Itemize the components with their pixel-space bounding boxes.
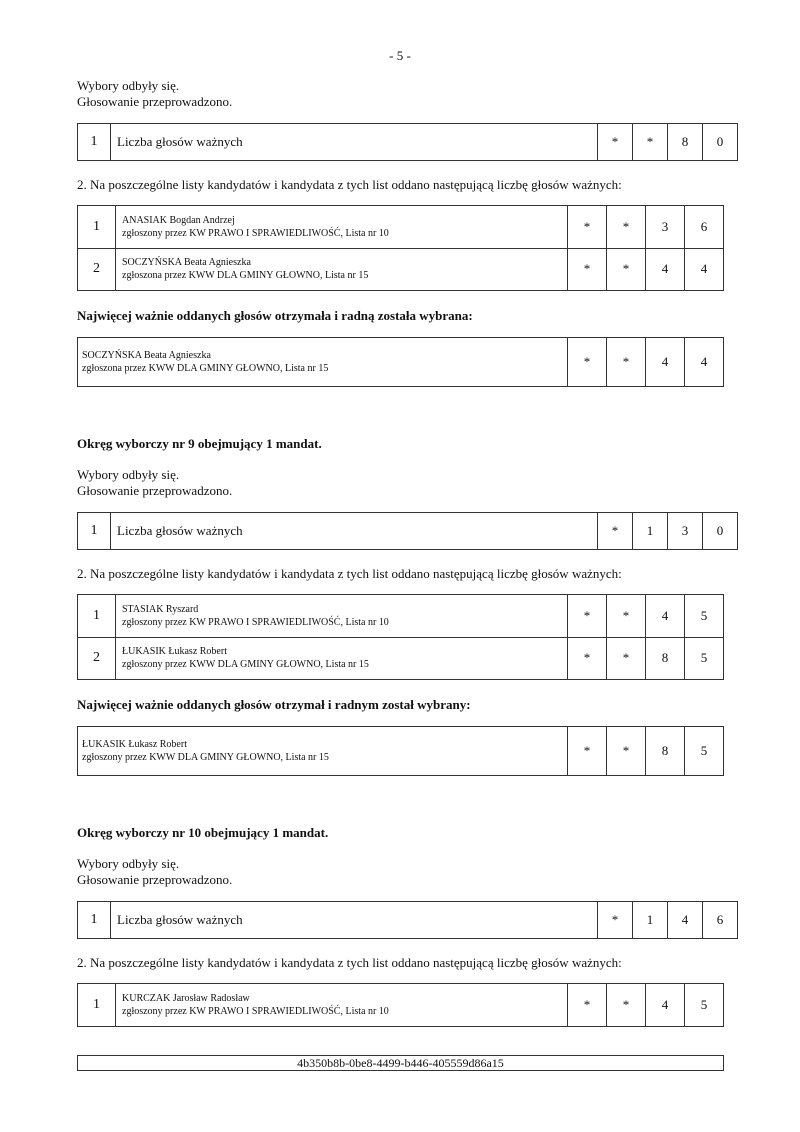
table-row <box>78 595 724 638</box>
valid-votes-label: Liczba głosów ważnych <box>111 124 598 161</box>
row-number: 1 <box>78 513 111 550</box>
row-number: 1 <box>78 124 111 161</box>
valid-votes-table <box>77 123 738 161</box>
voting-status: Głosowanie przeprowadzono. <box>77 94 233 109</box>
candidate-list: zgłoszony przez KW PRAWO I SPRAWIEDLIWOŚĆ, Lista nr 10 <box>122 616 389 628</box>
row-number: 1 <box>78 595 116 638</box>
candidate-list: zgłoszony przez KW PRAWO I SPRAWIEDLIWOŚĆ, Lista nr 10 <box>122 227 389 239</box>
row-number: 1 <box>78 206 116 249</box>
winner-name: ŁUKASIK Łukasz Robert <box>82 739 187 750</box>
digit-cell: * <box>607 338 646 387</box>
winner-heading: Najwięcej ważnie oddanych głosów otrzymała i radną została wybrana: <box>77 308 473 323</box>
digit-cell: 0 <box>703 513 738 550</box>
winner-name: SOCZYŃSKA Beata Agnieszka <box>82 350 211 361</box>
digit-cell: 8 <box>668 124 703 161</box>
candidate-list: zgłoszony przez KWW DLA GMINY GŁOWNO, Lista nr 15 <box>122 659 369 671</box>
digit-cell: * <box>598 902 633 939</box>
digit-cell: * <box>568 637 607 680</box>
row-number: 1 <box>78 984 116 1027</box>
district-heading: Okręg wyborczy nr 10 obejmujący 1 mandat. <box>77 825 329 840</box>
winner-heading: Najwięcej ważnie oddanych głosów otrzymał i radnym został wybrany: <box>77 697 471 712</box>
table-row <box>78 984 724 1027</box>
candidate-name: ŁUKASIK Łukasz Robert <box>122 646 227 658</box>
digit-cell: * <box>598 513 633 550</box>
election-status: Wybory odbyły się. <box>77 467 180 482</box>
candidate-name: SOCZYŃSKA Beata Agnieszka <box>122 257 251 269</box>
digit-cell: 8 <box>646 637 685 680</box>
candidate-cell <box>116 248 568 291</box>
digit-cell: 3 <box>668 513 703 550</box>
candidate-cell <box>116 984 568 1027</box>
digit-cell: * <box>568 984 607 1027</box>
lists-intro: 2. Na poszczególne listy kandydatów i kandydata z tych list oddano następującą liczbę głosów ważnych: <box>77 566 622 581</box>
digit-cell: * <box>568 727 607 776</box>
digit-cell: * <box>607 637 646 680</box>
winner-table <box>77 337 724 387</box>
digit-cell: 5 <box>685 727 724 776</box>
candidate-cell <box>116 637 568 680</box>
voting-status: Głosowanie przeprowadzono. <box>77 872 233 887</box>
digit-cell: 4 <box>646 338 685 387</box>
district-heading: Okręg wyborczy nr 9 obejmujący 1 mandat. <box>77 436 322 451</box>
row-number: 1 <box>78 902 111 939</box>
table-row <box>78 206 724 249</box>
digit-cell: * <box>568 206 607 249</box>
election-status: Wybory odbyły się. <box>77 856 180 871</box>
valid-votes-table <box>77 901 738 939</box>
digit-cell: * <box>598 124 633 161</box>
election-status: Wybory odbyły się. <box>77 78 180 93</box>
candidate-cell <box>116 595 568 638</box>
digit-cell: 8 <box>646 727 685 776</box>
digit-cell: 1 <box>633 902 668 939</box>
digit-cell: 4 <box>646 984 685 1027</box>
valid-votes-label: Liczba głosów ważnych <box>111 513 598 550</box>
digit-cell: * <box>568 595 607 638</box>
candidates-table <box>77 205 724 291</box>
row-number: 2 <box>78 248 116 291</box>
table-row <box>78 637 724 680</box>
digit-cell: 4 <box>668 902 703 939</box>
candidate-name: STASIAK Ryszard <box>122 603 199 615</box>
winner-list: zgłoszony przez KWW DLA GMINY GŁOWNO, Lista nr 15 <box>82 752 329 763</box>
digit-cell: * <box>607 984 646 1027</box>
digit-cell: * <box>607 248 646 291</box>
lists-intro: 2. Na poszczególne listy kandydatów i kandydata z tych list oddano następującą liczbę głosów ważnych: <box>77 177 622 192</box>
digit-cell: * <box>607 727 646 776</box>
lists-intro: 2. Na poszczególne listy kandydatów i kandydata z tych list oddano następującą liczbę głosów ważnych: <box>77 955 622 970</box>
digit-cell: * <box>607 595 646 638</box>
digit-cell: 4 <box>685 248 724 291</box>
digit-cell: 6 <box>703 902 738 939</box>
candidate-list: zgłoszony przez KW PRAWO I SPRAWIEDLIWOŚĆ, Lista nr 10 <box>122 1006 389 1017</box>
row-number: 2 <box>78 637 116 680</box>
page-number: - 5 - <box>389 48 411 63</box>
digit-cell: * <box>633 124 668 161</box>
winner-table <box>77 726 724 776</box>
digit-cell: 4 <box>685 338 724 387</box>
digit-cell: 4 <box>646 595 685 638</box>
digit-cell: 5 <box>685 595 724 638</box>
digit-cell: 5 <box>685 984 724 1027</box>
digit-cell: 1 <box>633 513 668 550</box>
digit-cell: 4 <box>646 248 685 291</box>
digit-cell: 5 <box>685 637 724 680</box>
digit-cell: 3 <box>646 206 685 249</box>
candidate-cell <box>116 206 568 249</box>
candidate-name: KURCZAK Jarosław Radosław <box>122 993 250 1004</box>
candidate-name: ANASIAK Bogdan Andrzej <box>122 214 235 226</box>
digit-cell: * <box>568 338 607 387</box>
candidates-table <box>77 594 724 680</box>
voting-status: Głosowanie przeprowadzono. <box>77 483 233 498</box>
digit-cell: 6 <box>685 206 724 249</box>
digit-cell: * <box>568 248 607 291</box>
valid-votes-table <box>77 512 738 550</box>
candidate-list: zgłoszona przez KWW DLA GMINY GŁOWNO, Lista nr 15 <box>122 270 369 282</box>
candidates-table <box>77 983 724 1027</box>
digit-cell: * <box>607 206 646 249</box>
table-row <box>78 248 724 291</box>
valid-votes-label: Liczba głosów ważnych <box>111 902 598 939</box>
digit-cell: 0 <box>703 124 738 161</box>
winner-list: zgłoszona przez KWW DLA GMINY GŁOWNO, Lista nr 15 <box>82 363 329 374</box>
winner-cell <box>78 727 568 776</box>
document-id: 4b350b8b-0be8-4499-b446-405559d86a15 <box>77 1055 724 1071</box>
winner-cell <box>78 338 568 387</box>
